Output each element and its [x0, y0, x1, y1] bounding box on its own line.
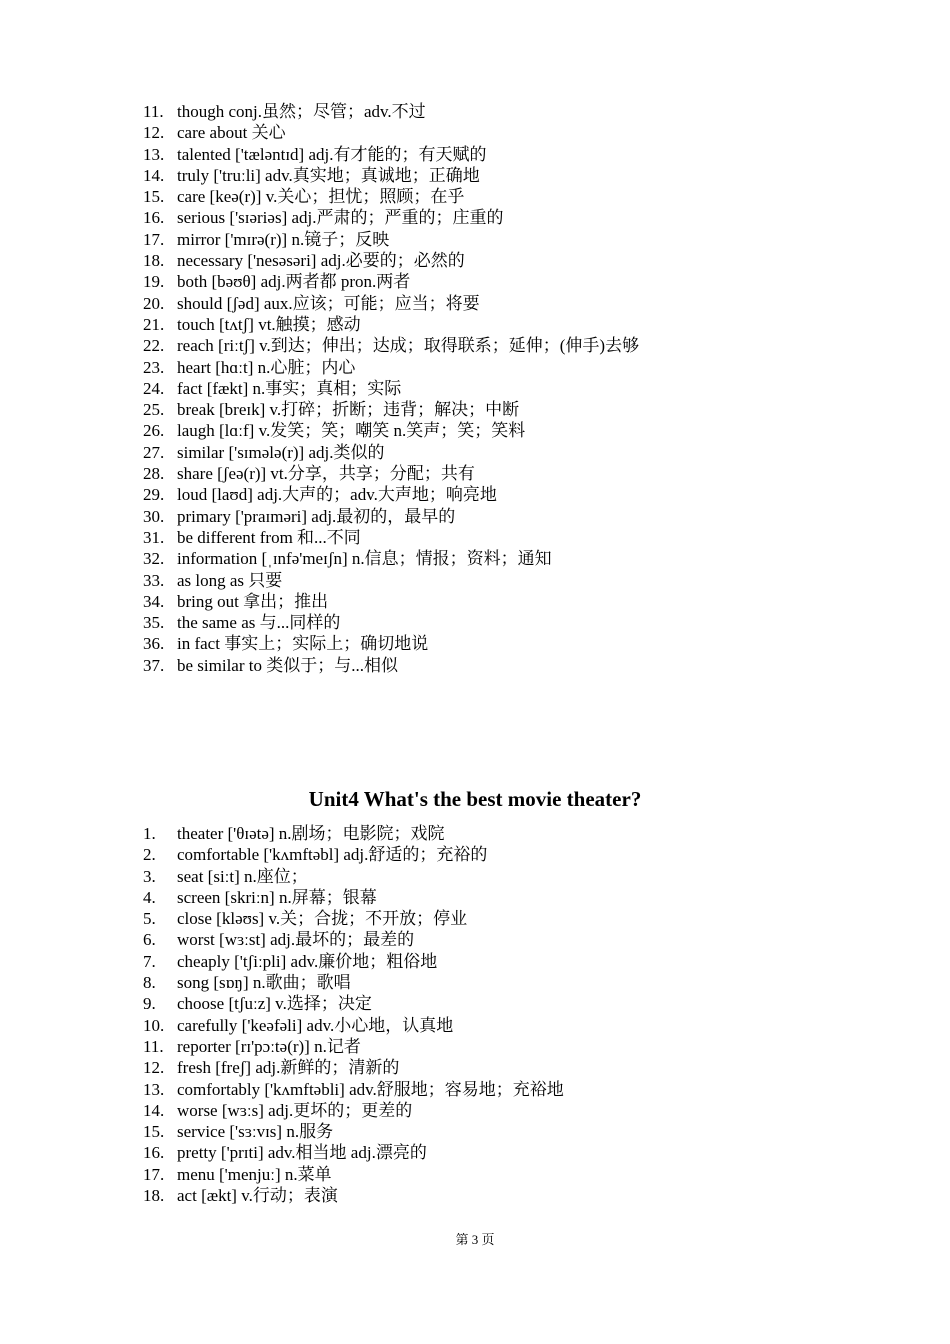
- item-number: 18.: [143, 251, 165, 271]
- item-text: touch [tʌtʃ] vt.触摸；感动: [177, 314, 361, 334]
- item-number: 19.: [143, 272, 165, 292]
- item-text: worse [wɜːs] adj.更坏的；更差的: [177, 1100, 413, 1120]
- vocab-item: [143, 548, 639, 569]
- item-number: 10.: [143, 1015, 165, 1035]
- vocab-item: [143, 612, 639, 633]
- item-number: 21.: [143, 314, 165, 334]
- item-number: 23.: [143, 357, 165, 377]
- item-text: as long as 只要: [177, 570, 283, 590]
- item-text: be similar to 类似于；与...相似: [177, 655, 398, 675]
- vocab-item: [143, 633, 639, 654]
- page-number: 第 3 页: [455, 1232, 495, 1247]
- vocab-item: [143, 101, 639, 122]
- vocab-item: [143, 951, 564, 972]
- vocab-item: [143, 591, 639, 612]
- vocab-item: [143, 484, 639, 505]
- item-number: 16.: [143, 208, 165, 228]
- vocab-item: [143, 420, 639, 441]
- item-number: 12.: [143, 1058, 165, 1078]
- item-text: act [ækt] v.行动；表演: [177, 1186, 338, 1206]
- item-text: both [bəʊθ] adj.两者都 pron.两者: [177, 272, 411, 292]
- vocab-list-unit4: [143, 823, 564, 1206]
- item-number: 2.: [143, 845, 156, 865]
- item-text: share [ʃeə(r)] vt.分享，共享；分配；共有: [177, 464, 475, 484]
- item-number: 6.: [143, 930, 156, 950]
- vocab-item: [143, 1079, 564, 1100]
- vocab-list-unit3: [143, 101, 639, 676]
- item-number: 32.: [143, 549, 165, 569]
- vocab-item: [143, 207, 639, 228]
- item-text: close [kləʊs] v.关；合拢；不开放；停业: [177, 909, 468, 929]
- item-text: break [breɪk] v.打碎；折断；违背；解决；中断: [177, 400, 520, 420]
- vocab-item: [143, 993, 564, 1014]
- item-text: information [ˌɪnfə'meɪʃn] n.信息；情报；资料；通知: [177, 549, 552, 569]
- item-text: care about 关心: [177, 123, 286, 143]
- item-text: bring out 拿出；推出: [177, 591, 329, 611]
- item-number: 11.: [143, 1036, 164, 1056]
- vocab-item: [143, 887, 564, 908]
- item-text: comfortably ['kʌmftəbli] adv.舒服地；容易地；充裕地: [177, 1079, 564, 1099]
- item-number: 17.: [143, 229, 165, 249]
- item-text: choose [tʃuːz] v.选择；决定: [177, 994, 372, 1014]
- item-number: 9.: [143, 994, 156, 1014]
- vocab-item: [143, 1036, 564, 1057]
- item-text: the same as 与...同样的: [177, 613, 341, 633]
- item-number: 17.: [143, 1164, 165, 1184]
- vocab-item: [143, 378, 639, 399]
- item-text: heart [hɑːt] n.心脏；内心: [177, 357, 356, 377]
- item-text: in fact 事实上；实际上；确切地说: [177, 634, 429, 654]
- item-text: pretty ['prɪti] adv.相当地 adj.漂亮的: [177, 1143, 427, 1163]
- vocab-item: [143, 1142, 564, 1163]
- vocab-item: [143, 972, 564, 993]
- item-text: necessary ['nesəsəri] adj.必要的；必然的: [177, 251, 465, 271]
- vocab-item: [143, 186, 639, 207]
- item-text: service ['sɜːvɪs] n.服务: [177, 1122, 334, 1142]
- item-number: 11.: [143, 102, 164, 121]
- item-text: theater ['θɪətə] n.剧场；电影院；戏院: [177, 824, 445, 843]
- item-number: 27.: [143, 442, 165, 462]
- item-number: 20.: [143, 293, 165, 313]
- item-text: similar ['sɪmələ(r)] adj.类似的: [177, 442, 385, 462]
- item-text: truly ['truːli] adv.真实地；真诚地；正确地: [177, 165, 480, 185]
- item-number: 8.: [143, 973, 156, 993]
- item-text: menu ['menjuː] n.菜单: [177, 1164, 332, 1184]
- item-text: care [keə(r)] v.关心；担忧；照顾；在乎: [177, 187, 465, 207]
- vocab-item: [143, 357, 639, 378]
- vocab-item: [143, 463, 639, 484]
- vocab-item: [143, 908, 564, 929]
- item-number: 31.: [143, 527, 165, 547]
- vocab-item: [143, 442, 639, 463]
- item-text: laugh [lɑːf] v.发笑；笑；嘲笑 n.笑声；笑；笑料: [177, 421, 526, 441]
- item-number: 15.: [143, 187, 165, 207]
- item-number: 24.: [143, 378, 165, 398]
- item-number: 12.: [143, 123, 165, 143]
- item-number: 28.: [143, 464, 165, 484]
- item-number: 22.: [143, 336, 165, 356]
- vocab-item: [143, 314, 639, 335]
- vocab-item: [143, 1015, 564, 1036]
- vocab-item: [143, 1057, 564, 1078]
- vocab-item: [143, 335, 639, 356]
- item-text: fresh [freʃ] adj.新鲜的；清新的: [177, 1058, 400, 1078]
- item-number: 3.: [143, 866, 156, 886]
- item-number: 16.: [143, 1143, 165, 1163]
- item-number: 26.: [143, 421, 165, 441]
- item-number: 34.: [143, 591, 165, 611]
- item-text: reach [riːtʃ] v.到达；伸出；达成；取得联系；延伸；(伸手)去够: [177, 336, 640, 356]
- item-text: talented ['tæləntɪd] adj.有才能的；有天赋的: [177, 144, 487, 164]
- item-text: loud [laʊd] adj.大声的；adv.大声地；响亮地: [177, 485, 497, 505]
- vocab-item: [143, 271, 639, 292]
- vocab-item: [143, 823, 564, 844]
- item-text: carefully ['keəfəli] adv.小心地，认真地: [177, 1015, 454, 1035]
- vocab-item: [143, 527, 639, 548]
- vocab-item: [143, 399, 639, 420]
- item-number: 13.: [143, 1079, 165, 1099]
- vocab-item: [143, 655, 639, 676]
- vocab-item: [143, 506, 639, 527]
- item-number: 4.: [143, 887, 156, 907]
- item-number: 5.: [143, 909, 156, 929]
- item-text: seat [siːt] n.座位；: [177, 866, 308, 886]
- item-text: though conj.虽然；尽管；adv.不过: [177, 102, 426, 121]
- item-text: song [sɒŋ] n.歌曲；歌唱: [177, 973, 351, 993]
- item-number: 7.: [143, 951, 156, 971]
- item-text: fact [fækt] n.事实；真相；实际: [177, 378, 402, 398]
- item-number: 14.: [143, 1100, 165, 1120]
- vocab-item: [143, 1164, 564, 1185]
- item-text: serious ['sɪəriəs] adj.严肃的；严重的；庄重的: [177, 208, 504, 228]
- item-number: 30.: [143, 506, 165, 526]
- vocab-item: [143, 1185, 564, 1206]
- item-text: cheaply ['tʃiːpli] adv.廉价地；粗俗地: [177, 951, 438, 971]
- item-number: 25.: [143, 400, 165, 420]
- vocab-item: [143, 929, 564, 950]
- vocab-item: [143, 293, 639, 314]
- vocab-item: [143, 570, 639, 591]
- item-text: worst [wɜːst] adj.最坏的；最差的: [177, 930, 415, 950]
- vocab-item: [143, 250, 639, 271]
- item-number: 35.: [143, 613, 165, 633]
- item-text: mirror ['mɪrə(r)] n.镜子；反映: [177, 229, 390, 249]
- item-number: 37.: [143, 655, 165, 675]
- item-text: be different from 和...不同: [177, 527, 361, 547]
- item-text: should [ʃəd] aux.应该；可能；应当；将要: [177, 293, 480, 313]
- item-number: 36.: [143, 634, 165, 654]
- vocab-item: [143, 229, 639, 250]
- item-number: 33.: [143, 570, 165, 590]
- item-number: 14.: [143, 165, 165, 185]
- vocab-item: [143, 1100, 564, 1121]
- vocab-item: [143, 144, 639, 165]
- item-number: 18.: [143, 1186, 165, 1206]
- item-text: primary ['praɪməri] adj.最初的，最早的: [177, 506, 456, 526]
- vocab-item: [143, 844, 564, 865]
- vocab-item: [143, 1121, 564, 1142]
- unit4-heading: Unit4 What's the best movie theater?: [308, 787, 642, 811]
- item-number: 29.: [143, 485, 165, 505]
- item-text: screen [skriːn] n.屏幕；银幕: [177, 887, 377, 907]
- item-number: 1.: [143, 824, 156, 843]
- vocab-item: [143, 165, 639, 186]
- vocab-item: [143, 866, 564, 887]
- item-number: 13.: [143, 144, 165, 164]
- vocab-item: [143, 122, 639, 143]
- item-text: comfortable ['kʌmftəbl] adj.舒适的；充裕的: [177, 845, 488, 865]
- item-number: 15.: [143, 1122, 165, 1142]
- item-text: reporter [rɪ'pɔːtə(r)] n.记者: [177, 1036, 361, 1056]
